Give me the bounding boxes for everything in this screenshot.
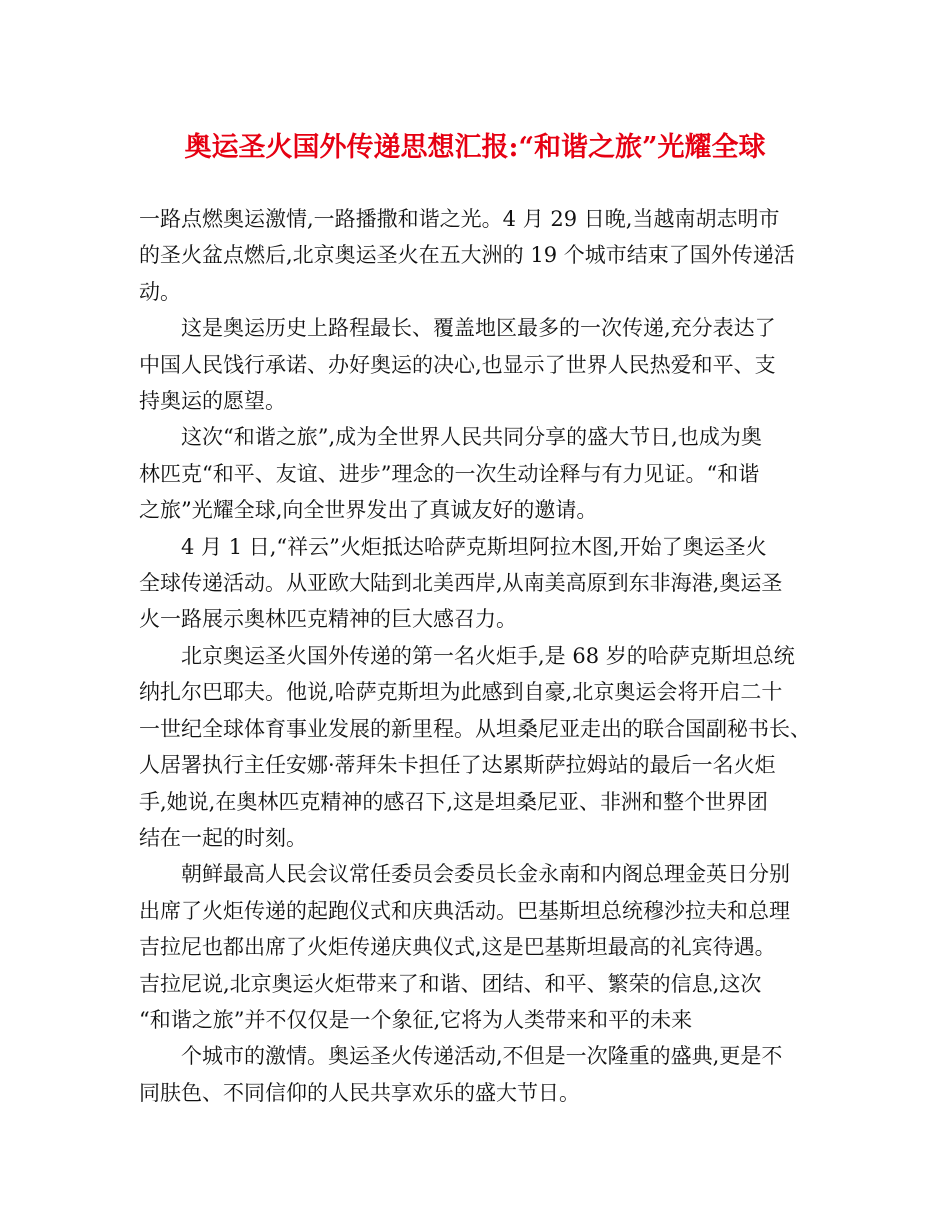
text-line: 吉拉尼说,北京奥运火炬带来了和谐、团结、和平、繁荣的信息,这次 [139,971,762,996]
text-line: 手,她说,在奥林匹克精神的感召下,这是坦桑尼亚、非洲和整个世界团 [139,789,769,814]
paragraph [139,201,819,310]
text-line: 4 月 1 日,“祥云”火炬抵达哈萨克斯坦阿拉木图,开始了奥运圣火 [181,534,767,559]
text-line: 一路点燃奥运激情,一路播撒和谐之光。4 月 29 日晚,当越南胡志明市 [139,207,780,231]
text-line: 同肤色、不同信仰的人民共享欢乐的盛大节日。 [139,1080,580,1105]
text-line: 中国人民饯行承诺、办好奥运的决心,也显示了世界人民热爱和平、支 [139,352,776,377]
text-line: 结在一起的时刻。 [139,825,307,850]
paragraph [139,310,819,419]
text-line: 吉拉尼也都出席了火炬传递庆典仪式,这是巴基斯坦最高的礼宾待遇。 [139,935,776,960]
text-line: 火一路展示奥林匹克精神的巨大感召力。 [139,607,517,632]
text-line: 朝鲜最高人民会议常任委员会委员长金永南和内阁总理金英日分别 [181,862,790,887]
text-line: “和谐之旅”并不仅仅是一个象征,它将为人类带来和平的未来 [139,1007,693,1032]
text-line: 的圣火盆点燃后,北京奥运圣火在五大洲的 19 个城市结束了国外传递活 [139,243,795,268]
text-line: 纳扎尔巴耶夫。他说,哈萨克斯坦为此感到自豪,北京奥运会将开启二十 [139,680,783,705]
paragraph [139,638,819,856]
text-line: 动。 [139,279,181,304]
paragraph [139,1038,819,1111]
text-line: 这是奥运历史上路程最长、覆盖地区最多的一次传递,充分表达了 [181,316,776,341]
paragraph [139,856,819,1038]
text-line: 之旅”光耀全球,向全世界发出了真诚友好的邀请。 [139,498,598,523]
text-line: 全球传递活动。从亚欧大陆到北美西岸,从南美高原到东非海港,奥运圣 [139,571,783,596]
paragraph [139,419,819,528]
text-line: 林匹克“和平、友谊、进步”理念的一次生动诠释与有力见证。“和谐 [139,461,760,486]
text-line: 北京奥运圣火国外传递的第一名火炬手,是 68 岁的哈萨克斯坦总统 [181,643,795,668]
text-line: 个城市的激情。奥运圣火传递活动,不但是一次隆重的盛典,更是不 [181,1044,783,1069]
text-line: 一世纪全球体育事业发展的新里程。从坦桑尼亚走出的联合国副秘书长、 [139,716,811,741]
text-line: 人居署执行主任安娜·蒂拜朱卡担任了达累斯萨拉姆站的最后一名火炬 [139,753,776,778]
paragraph [139,529,819,638]
document-body [139,201,819,1111]
text-line: 出席了火炬传递的起跑仪式和庆典活动。巴基斯坦总统穆沙拉夫和总理 [139,898,790,923]
text-line: 持奥运的愿望。 [139,389,286,414]
document-title: 奥运圣火国外传递思想汇报:“和谐之旅”光耀全球 [184,132,766,163]
text-line: 这次“和谐之旅”,成为全世界人民共同分享的盛大节日,也成为奥 [181,425,762,450]
